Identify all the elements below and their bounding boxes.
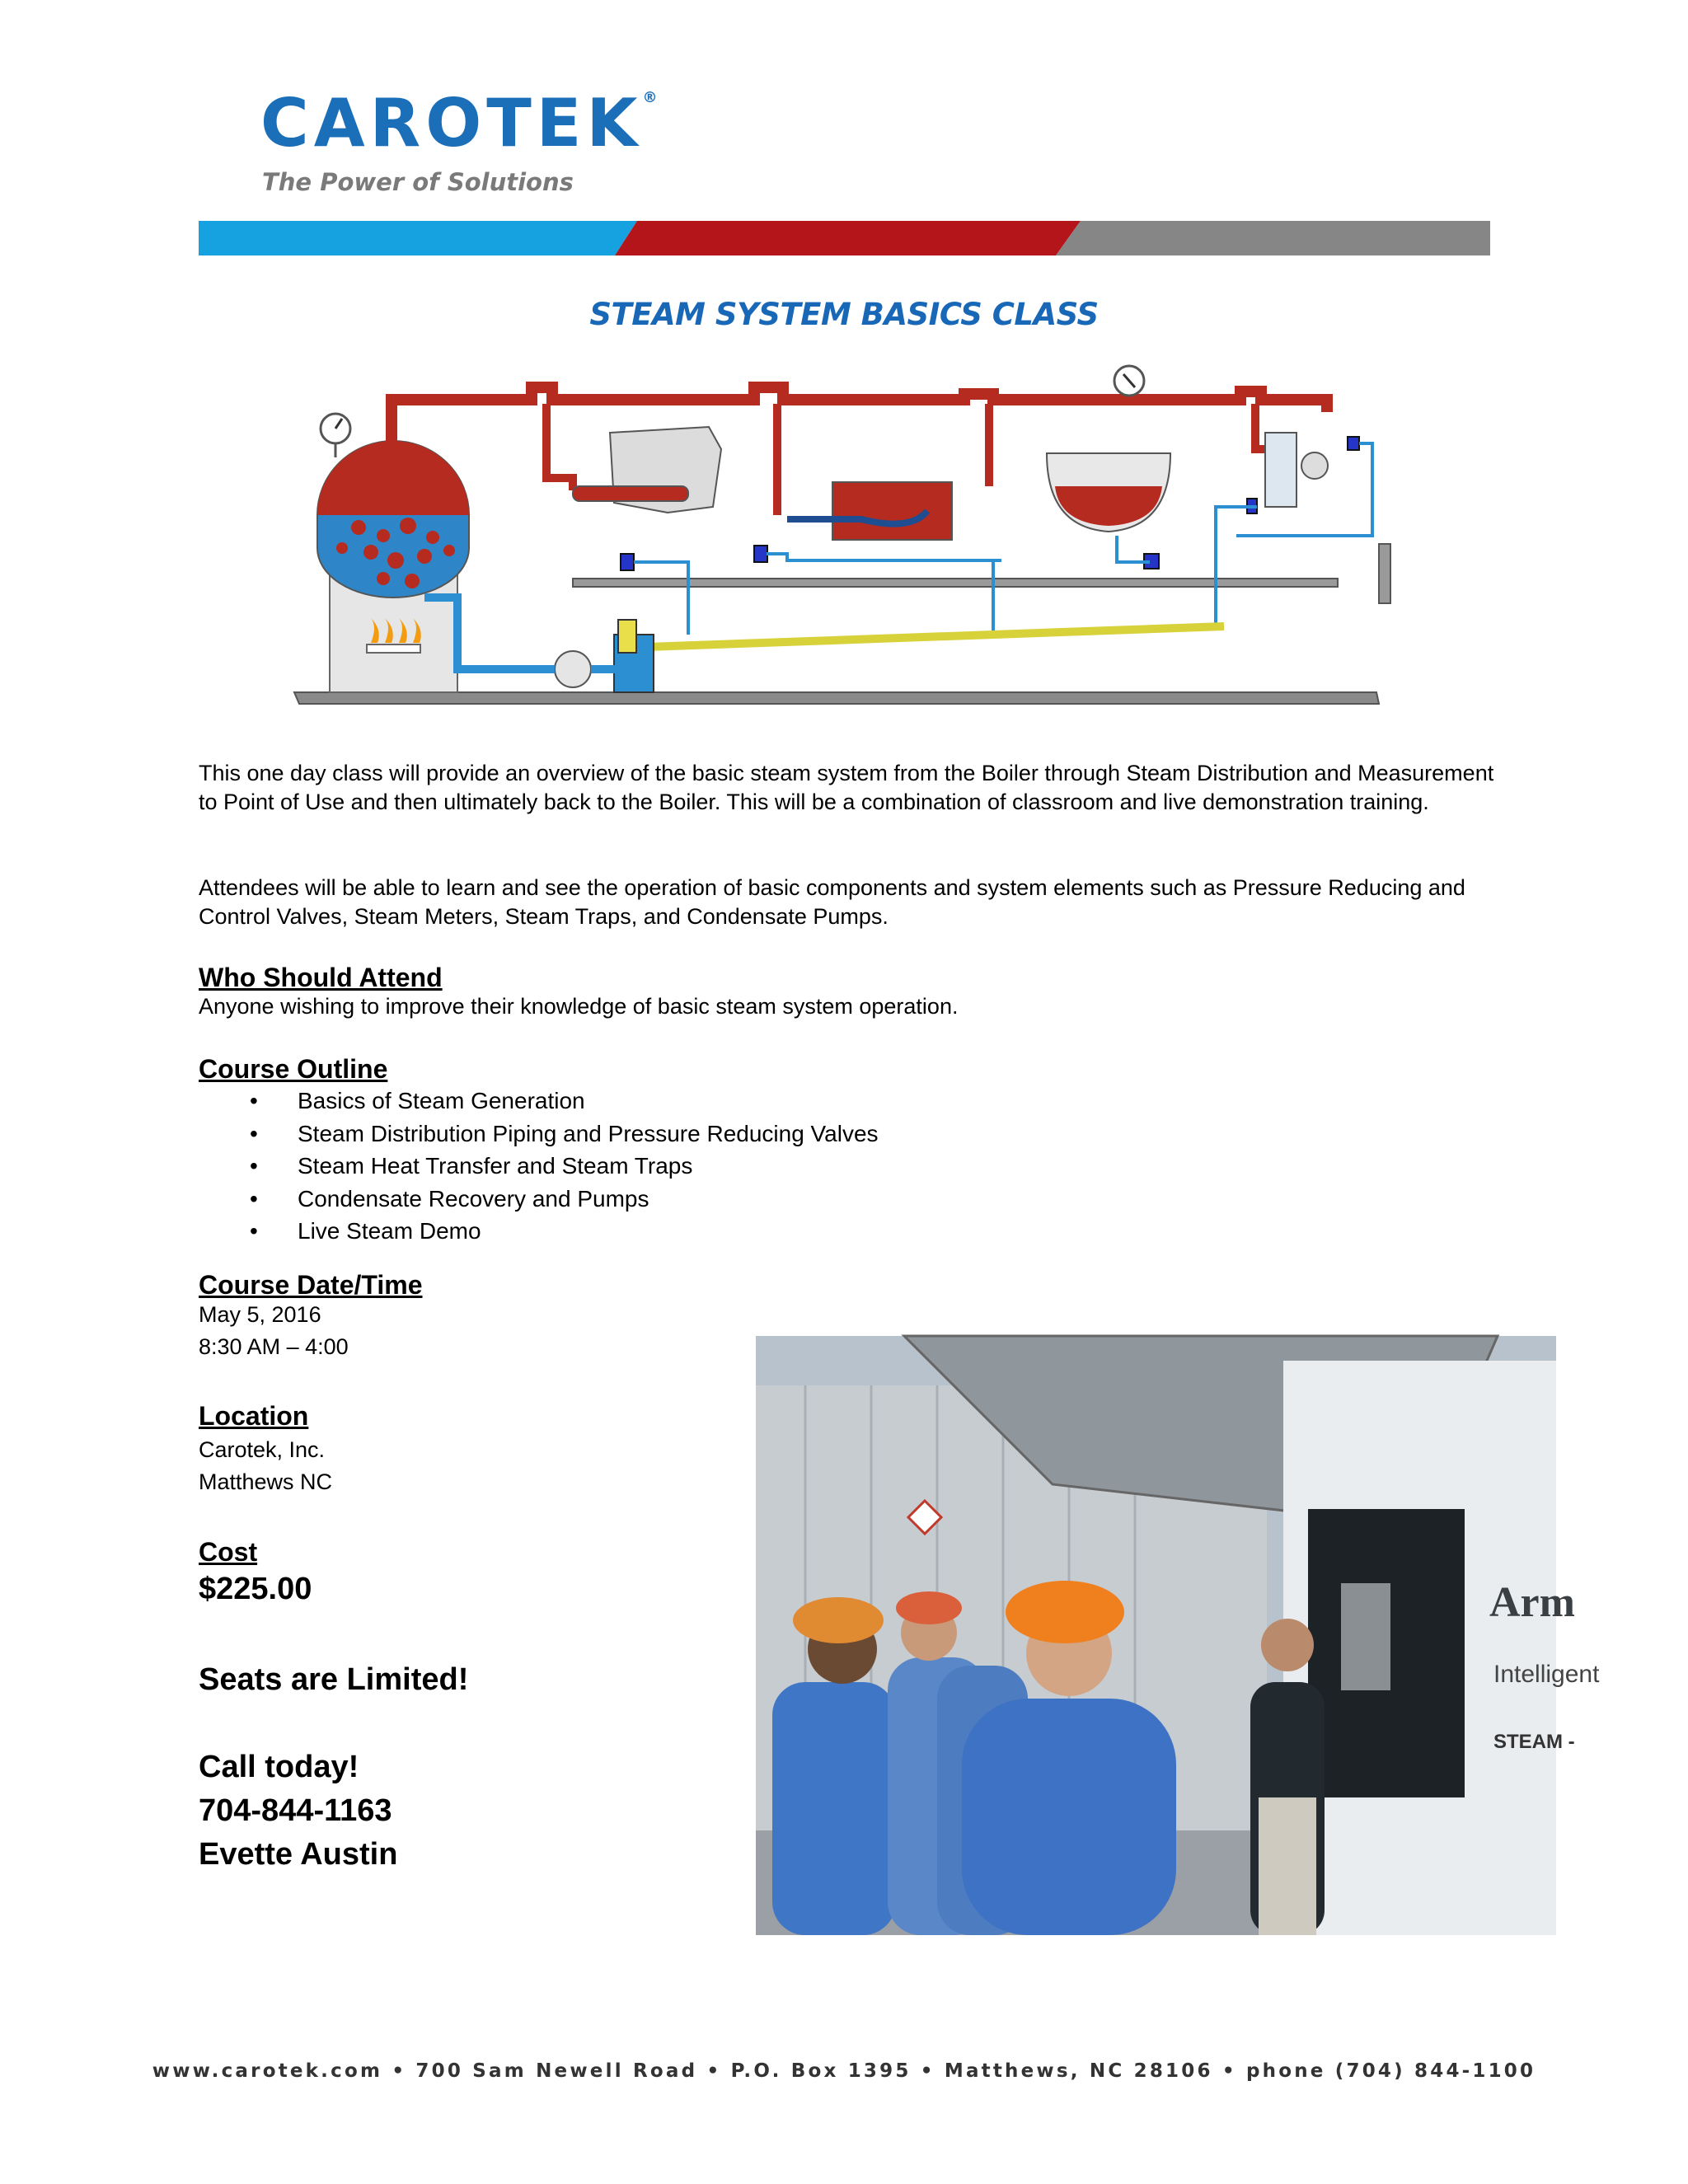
- carotek-logo: [260, 85, 663, 162]
- bullet-icon: •: [250, 1120, 258, 1146]
- steam-header-pipe: [392, 387, 1327, 478]
- bullet-icon: •: [250, 1153, 258, 1179]
- course-time: 8:30 AM – 4:00: [199, 1334, 349, 1359]
- who-should-attend-heading: Who Should Attend: [199, 963, 443, 992]
- condensate-return-lines: [634, 443, 1372, 635]
- list-item: • Condensate Recovery and Pumps: [199, 1183, 879, 1216]
- location-text: [199, 1436, 332, 1497]
- truck-text-2: Intelligent: [1493, 1661, 1600, 1688]
- bullet-icon: •: [250, 1218, 258, 1244]
- steam-system-diagram: [293, 363, 1405, 713]
- banner-blue-segment: [199, 221, 637, 255]
- color-banner: [199, 221, 1490, 255]
- who-should-attend-text: Anyone wishing to improve their knowledge of basic steam system operation.: [199, 994, 959, 1019]
- list-item: • Live Steam Demo: [199, 1215, 879, 1248]
- page-title: STEAM SYSTEM BASICS CLASS: [589, 297, 1099, 332]
- condensate-pump-icon: [555, 651, 591, 687]
- condensate-main: [647, 626, 1224, 647]
- course-outline-heading: Course Outline: [199, 1054, 388, 1084]
- steam-branch-coil: [1255, 404, 1265, 449]
- list-item: • Basics of Steam Generation: [199, 1085, 879, 1118]
- bullet-icon: •: [250, 1185, 258, 1212]
- coil-heat-exchanger: [1265, 433, 1296, 507]
- seats-limited-text: Seats are Limited!: [199, 1662, 469, 1697]
- list-item: • Steam Heat Transfer and Steam Traps: [199, 1150, 879, 1183]
- logo-tagline: The Power of Solutions: [262, 168, 574, 196]
- logo-wordmark: CAROTEK: [260, 85, 643, 162]
- fan-icon: [1301, 452, 1328, 479]
- call-today-text: Call today!: [199, 1750, 359, 1784]
- rail-end-support: [1379, 544, 1390, 603]
- burner-stand: [367, 644, 420, 653]
- steam-branch-heater: [546, 404, 573, 490]
- registered-mark: ®: [642, 89, 663, 106]
- location-line-1: Carotek, Inc.: [199, 1437, 326, 1462]
- footer-contact-line: www.carotek.com • 700 Sam Newell Road • P.O. Box 1395 • Matthews, NC 28106 • phone (704) 844-1100: [152, 2060, 1536, 2082]
- price: $225.00: [199, 1572, 312, 1606]
- location-line-2: Matthews NC: [199, 1469, 333, 1494]
- bullet-icon: •: [250, 1088, 258, 1113]
- contact-name: Evette Austin: [199, 1837, 398, 1872]
- cost-heading: Cost: [199, 1537, 258, 1567]
- intro-paragraph-1: This one day class will provide an overview of the basic steam system from the Boiler through Steam Distribution and Measurement to Point of Use and then ultimately back to the Boiler. This will be a combination of classroom and live demonstration training.: [199, 761, 1494, 814]
- call-to-action: [199, 1746, 397, 1877]
- banner-gray-segment: [1056, 221, 1490, 255]
- truck-text-1: Arm: [1489, 1579, 1575, 1626]
- banner-red-segment: [615, 221, 1081, 255]
- phone-number: 704-844-1163: [199, 1793, 392, 1828]
- course-outline-list: [199, 1085, 879, 1248]
- heater-coil: [573, 486, 688, 501]
- steam-equipment: [1341, 1583, 1390, 1690]
- kettle-jacket: [1055, 486, 1162, 526]
- course-date-heading: Course Date/Time: [199, 1270, 423, 1300]
- process-tank: [832, 482, 952, 540]
- intro-paragraph-2: Attendees will be able to learn and see the operation of basic components and system elements such as Pressure Reducing and Control Valves, Steam Meters, Steam Traps, and Condensate Pumps.: [199, 875, 1465, 929]
- location-heading: Location: [199, 1401, 309, 1431]
- list-item: • Steam Distribution Piping and Pressure Reducing Valves: [199, 1118, 879, 1151]
- course-date: May 5, 2016: [199, 1302, 321, 1327]
- floor-rail: [294, 692, 1379, 704]
- demo-truck-photo: [756, 1336, 1600, 1935]
- truck-text-3: STEAM -: [1493, 1731, 1575, 1753]
- course-date-text: [199, 1301, 349, 1361]
